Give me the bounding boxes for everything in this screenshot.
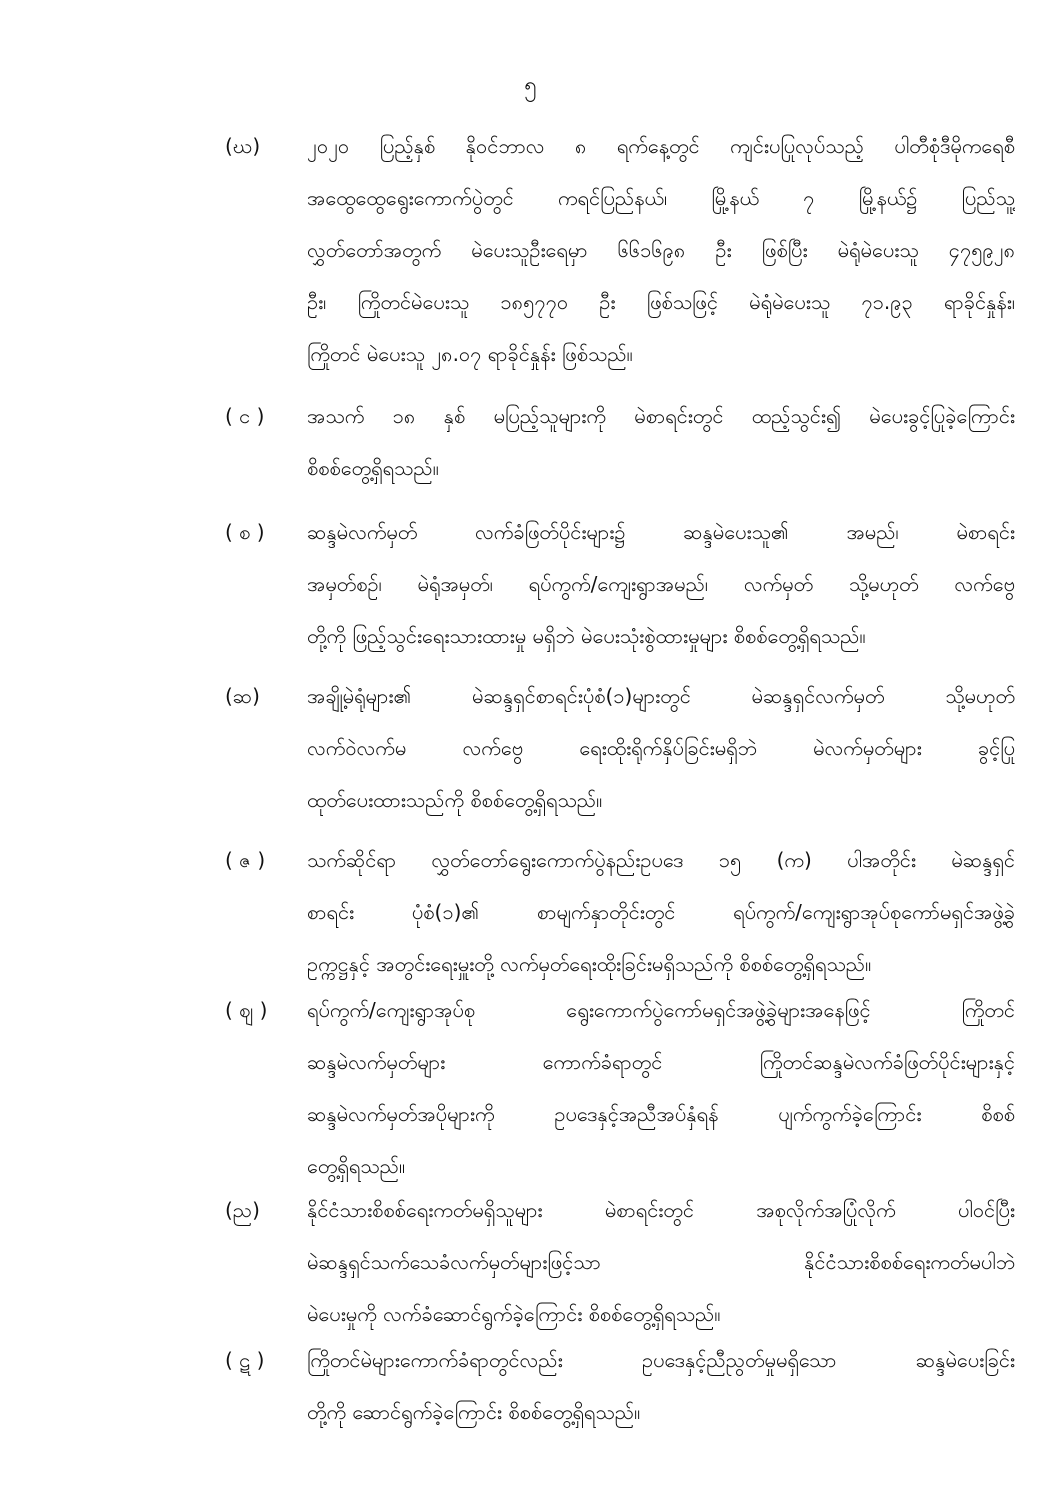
text-line: ရပ်ကွက်/ကျေးရွာအုပ်စု ရွေးကောက်ပွဲကော်မရှင်အဖွဲ့ခွဲများအနေဖြင့် ကြိုတင် bbox=[307, 998, 1015, 1022]
text-line: စိစစ်တွေ့ရှိရသည်။ bbox=[307, 456, 439, 480]
text-line: လက်ဝဲလက်မ လက်ဗွေ ရေးထိုးရိုက်နှိပ်ခြင်းမရှိဘဲ မဲလက်မှတ်များ ခွင့်ပြု bbox=[307, 736, 1015, 760]
text-line: ဦး၊ ကြိုတင်မဲပေးသူ ၁၈၅၇၇၀ ဦး ဖြစ်သဖြင့် မဲရုံမဲပေးသူ ၇၁.၉၃ ရာခိုင်နှုန်း၊ bbox=[307, 290, 1015, 314]
text-line: စာရင်း ပုံစံ(၁)၏ စာမျက်နှာတိုင်းတွင် ရပ်ကွက်/ကျေးရွာအုပ်စုကော်မရှင်အဖွဲ့ခွဲ bbox=[307, 900, 1015, 924]
item-text bbox=[307, 506, 1015, 662]
list-item bbox=[225, 390, 1015, 506]
item-text bbox=[307, 1334, 1015, 1438]
text-line: ကြိုတင် မဲပေးသူ ၂၈.၀၇ ရာခိုင်နှုန်း ဖြစ်သည်။ bbox=[307, 342, 633, 366]
list-item bbox=[225, 1184, 1015, 1334]
text-line: အထွေထွေရွေးကောက်ပွဲတွင် ကရင်ပြည်နယ်၊ မြို့နယ် ၇ မြို့နယ်၌ ပြည်သူ့ bbox=[307, 186, 1015, 210]
item-marker: (ဃ) bbox=[225, 134, 261, 158]
text-line: တို့ကို ဆောင်ရွက်ခဲ့ကြောင်း စိစစ်တွေ့ရှိရသည်။ bbox=[307, 1400, 641, 1424]
text-line: ဆန္ဒမဲလက်မှတ်များ ကောက်ခံရာတွင် ကြိုတင်ဆန္ဒမဲလက်ခံဖြတ်ပိုင်းများနှင့် bbox=[307, 1050, 1015, 1074]
text-line: လွှတ်တော်အတွက် မဲပေးသူဦးရေမှာ ၆၆၁၆၉၈ ဦး ဖြစ်ပြီး မဲရုံမဲပေးသူ ၄၇၅၉၂၈ bbox=[307, 238, 1015, 262]
item-text bbox=[307, 1184, 1015, 1340]
text-line: သက်ဆိုင်ရာ လွှတ်တော်ရွေးကောက်ပွဲနည်းဥပဒေ ၁၅ (က) ပါအတိုင်း မဲဆန္ဒရှင် bbox=[307, 848, 1015, 872]
item-text bbox=[307, 670, 1015, 826]
text-line: နိုင်ငံသားစိစစ်ရေးကတ်မရှိသူများ မဲစာရင်းတွင် အစုလိုက်အပြုံလိုက် ပါဝင်ပြီး bbox=[307, 1198, 1015, 1222]
list-item bbox=[225, 670, 1015, 834]
text-line: မဲပေးမှုကို လက်ခံဆောင်ရွက်ခဲ့ကြောင်း စိစစ်တွေ့ရှိရသည်။ bbox=[307, 1302, 721, 1326]
findings-list bbox=[225, 120, 1015, 1444]
text-line: ကြိုတင်မဲများကောက်ခံရာတွင်လည်း ဥပဒေနှင့်ညီညွတ်မှုမရှိသော ဆန္ဒမဲပေးခြင်း bbox=[307, 1348, 1015, 1372]
item-marker: ( ဈ ) bbox=[225, 998, 268, 1022]
text-line: တို့ကို ဖြည့်သွင်းရေးသားထားမှု မရှိဘဲ မဲပေးသုံးစွဲထားမှုများ စိစစ်တွေ့ရှိရသည်။ bbox=[307, 624, 866, 648]
text-line: တွေ့ရှိရသည်။ bbox=[307, 1154, 406, 1178]
item-marker: (ဆ) bbox=[225, 684, 260, 708]
item-text bbox=[307, 390, 1015, 494]
text-line: ၂၀၂၀ ပြည့်နှစ် နိုဝင်ဘာလ ၈ ရက်နေ့တွင် ကျင်းပပြုလုပ်သည့် ပါတီစုံဒီမိုကရေစီ bbox=[307, 134, 1015, 158]
item-text bbox=[307, 984, 1015, 1192]
item-marker: ( စ ) bbox=[225, 520, 265, 544]
text-line: ဆန္ဒမဲလက်မှတ်အပိုများကို ဥပဒေနှင့်အညီအပ်နှံရန် ပျက်ကွက်ခဲ့ကြောင်း စိစစ် bbox=[307, 1102, 1015, 1126]
item-text bbox=[307, 834, 1015, 990]
text-line: အသက် ၁၈ နှစ် မပြည့်သူများကို မဲစာရင်းတွင် ထည့်သွင်း၍ မဲပေးခွင့်ပြုခဲ့ကြောင်း bbox=[307, 404, 1015, 428]
item-marker: ( င ) bbox=[225, 404, 265, 428]
page-number: ၅ bbox=[524, 73, 537, 98]
list-item bbox=[225, 120, 1015, 390]
item-text bbox=[307, 120, 1015, 380]
text-line: အချို့မဲရုံများ၏ မဲဆန္ဒရှင်စာရင်းပုံစံ(၁)များတွင် မဲဆန္ဒရှင်လက်မှတ် သို့မဟုတ် bbox=[307, 684, 1015, 708]
text-line: ထုတ်ပေးထားသည်ကို စိစစ်တွေ့ရှိရသည်။ bbox=[307, 788, 603, 812]
list-item bbox=[225, 984, 1015, 1184]
text-line: အမှတ်စဉ်၊ မဲရုံအမှတ်၊ ရပ်ကွက်/ကျေးရွာအမည်၊ လက်မှတ် သို့မဟုတ် လက်ဗွေ bbox=[307, 572, 1015, 596]
text-line: ဆန္ဒမဲလက်မှတ် လက်ခံဖြတ်ပိုင်းများ၌ ဆန္ဒမဲပေးသူ၏ အမည်၊ မဲစာရင်း bbox=[307, 520, 1015, 544]
item-marker: ( ဋ ) bbox=[225, 1348, 265, 1372]
list-item bbox=[225, 506, 1015, 670]
item-marker: ( ဇ ) bbox=[225, 848, 266, 872]
item-marker: (ည) bbox=[225, 1198, 260, 1222]
text-line: မဲဆန္ဒရှင်သက်သေခံလက်မှတ်များဖြင့်သာ နိုင်ငံသားစိစစ်ရေးကတ်မပါဘဲ bbox=[307, 1250, 1015, 1274]
list-item bbox=[225, 834, 1015, 984]
text-line: ဥက္ကဋ္ဌနှင့် အတွင်းရေးမှူးတို့ လက်မှတ်ရေးထိုးခြင်းမရှိသည်ကို စိစစ်တွေ့ရှိရသည်။ bbox=[307, 952, 872, 976]
list-item bbox=[225, 1334, 1015, 1444]
